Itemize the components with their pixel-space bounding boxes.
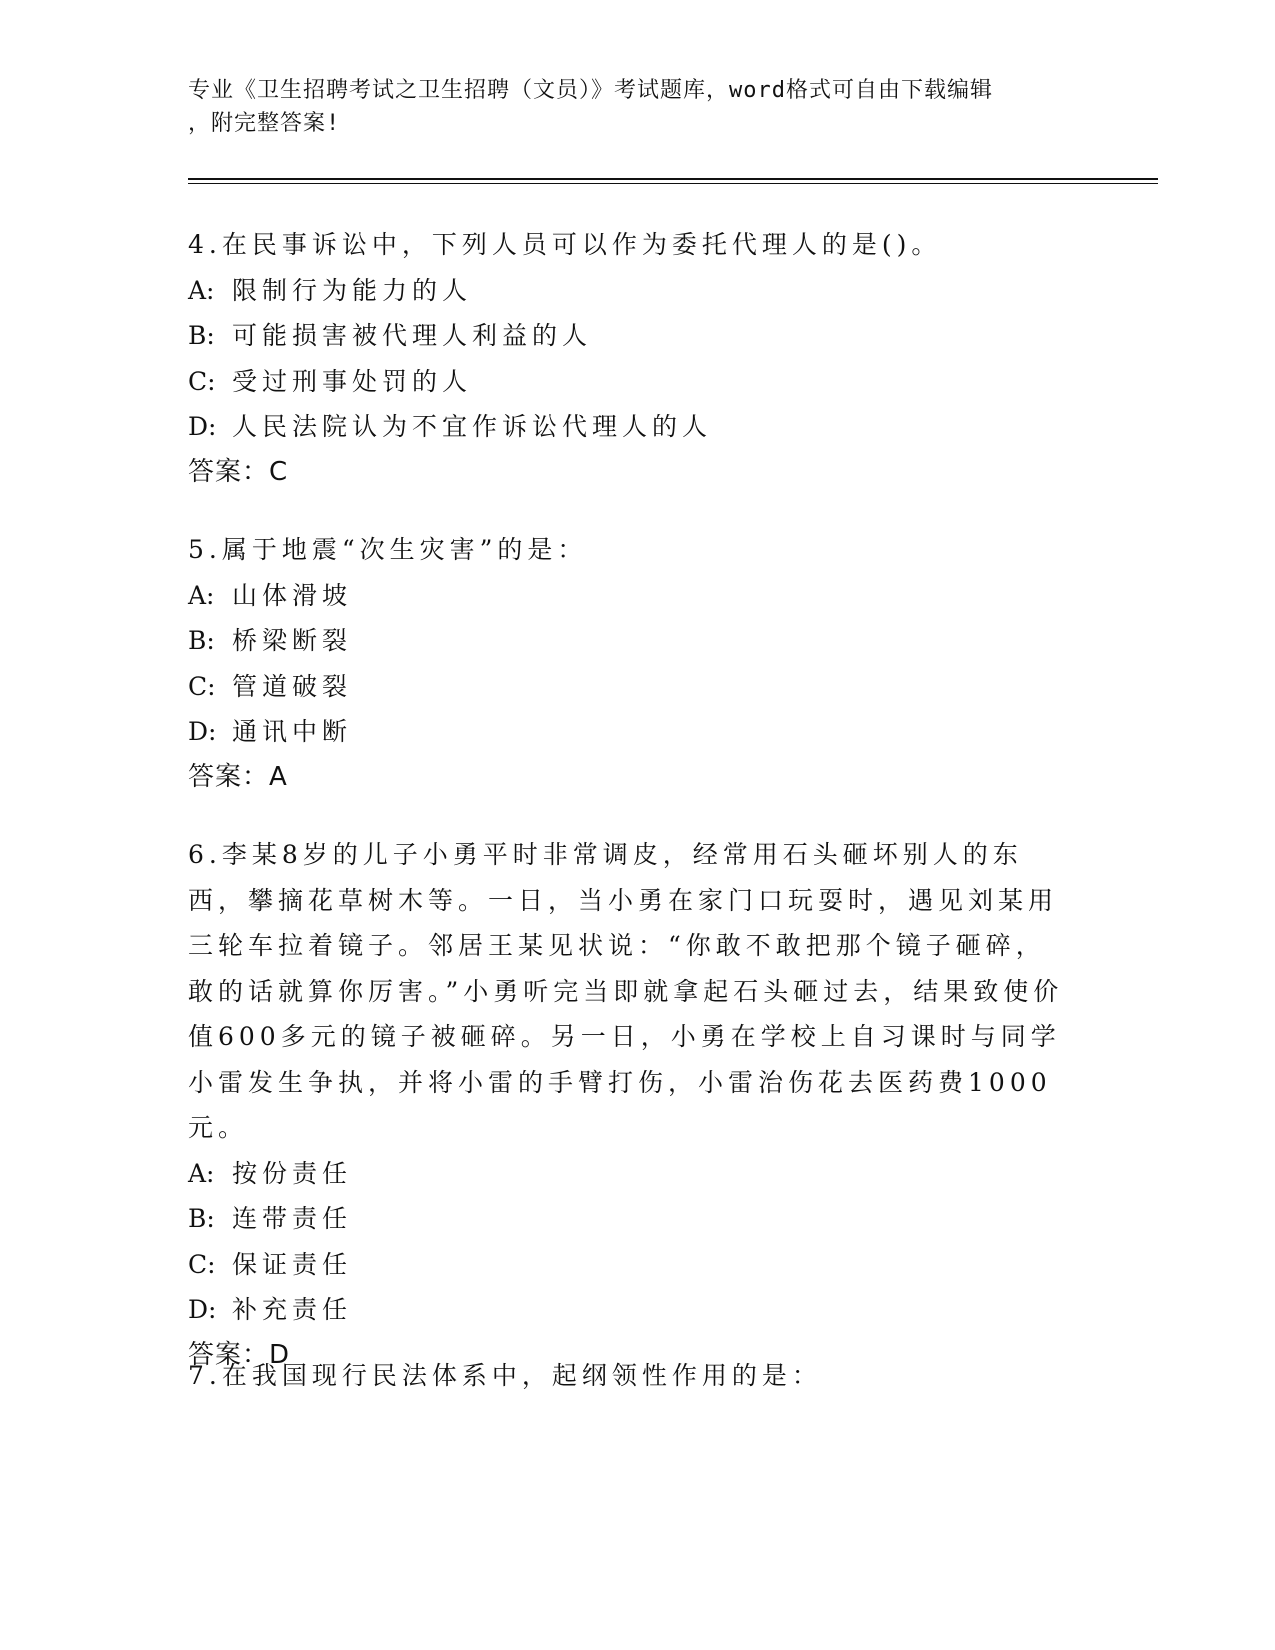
question-5 xyxy=(188,527,1068,800)
option-key: A: xyxy=(188,275,215,305)
option-text: 可能损害被代理人利益的人 xyxy=(232,321,593,350)
question-stem: 7.在我国现行民法体系中，起纲领性作用的是： xyxy=(188,1361,822,1390)
option-b xyxy=(188,313,1068,359)
option-text: 受过刑事处罚的人 xyxy=(232,366,473,396)
option-key: A: xyxy=(188,1158,215,1188)
option-text: 连带责任 xyxy=(232,1204,353,1233)
option-key: D: xyxy=(188,412,217,441)
answer-line: 答案：D xyxy=(188,1339,291,1370)
header-line-1: 专业《卫生招聘考试之卫生招聘（文员）》考试题库，word格式可自由下载编辑 xyxy=(188,78,993,103)
option-text: 山体滑坡 xyxy=(232,580,353,610)
option-d xyxy=(188,404,1068,450)
option-key: C: xyxy=(188,366,216,396)
option-text: 桥梁断裂 xyxy=(232,626,353,655)
option-b xyxy=(188,618,1068,664)
option-d xyxy=(188,1287,1068,1333)
answer-line: 答案：C xyxy=(188,456,289,487)
option-text: 补充责任 xyxy=(232,1295,353,1324)
option-key: B: xyxy=(188,1204,215,1233)
option-text: 管道破裂 xyxy=(232,671,353,701)
question-stem: 5.属于地震“次生灾害”的是： xyxy=(188,535,588,564)
option-key: D: xyxy=(188,717,217,746)
header-line-2: ，附完整答案! xyxy=(188,111,341,136)
question-7 xyxy=(188,1353,1068,1399)
option-key: C: xyxy=(188,1249,216,1279)
option-key: B: xyxy=(188,321,215,350)
option-b xyxy=(188,1196,1068,1242)
header-divider-thin xyxy=(188,183,1158,184)
option-text: 限制行为能力的人 xyxy=(232,275,473,305)
option-text: 按份责任 xyxy=(232,1158,353,1188)
option-c xyxy=(188,1242,1068,1288)
question-6 xyxy=(188,832,1068,1378)
option-key: A: xyxy=(188,580,215,610)
question-stem: 4.在民事诉讼中，下列人员可以作为委托代理人的是()。 xyxy=(188,230,942,259)
option-c xyxy=(188,359,1068,405)
option-c xyxy=(188,664,1068,710)
option-a xyxy=(188,1151,1068,1197)
question-4 xyxy=(188,222,1068,495)
option-d xyxy=(188,709,1068,755)
answer-line: 答案：A xyxy=(188,761,288,792)
option-key: B: xyxy=(188,626,215,655)
option-a xyxy=(188,573,1068,619)
option-text: 人民法院认为不宜作诉讼代理人的人 xyxy=(232,412,713,441)
question-stem: 6.李某8岁的儿子小勇平时非常调皮，经常用石头砸坏别人的东西，攀摘花草树木等。一日，当小勇在家门口玩耍时，遇见刘某用三轮车拉着镜子。邻居王某见状说：“你敢不敢把那个镜子砸碎，敢的话就算你厉害。”小勇听完当即就拿起石头砸过去，结果致使价值600多元的镜子被砸碎。另一日，小勇在学校上自习课时与同学小雷发生争执，并将小雷的手臂打伤，小雷治伤花去医药费1000元。 xyxy=(188,840,1064,1142)
option-text: 保证责任 xyxy=(232,1249,353,1279)
document-header xyxy=(188,74,1068,140)
option-key: C: xyxy=(188,671,216,701)
option-key: D: xyxy=(188,1295,217,1324)
option-a xyxy=(188,268,1068,314)
option-text: 通讯中断 xyxy=(232,717,353,746)
header-divider xyxy=(188,178,1158,180)
